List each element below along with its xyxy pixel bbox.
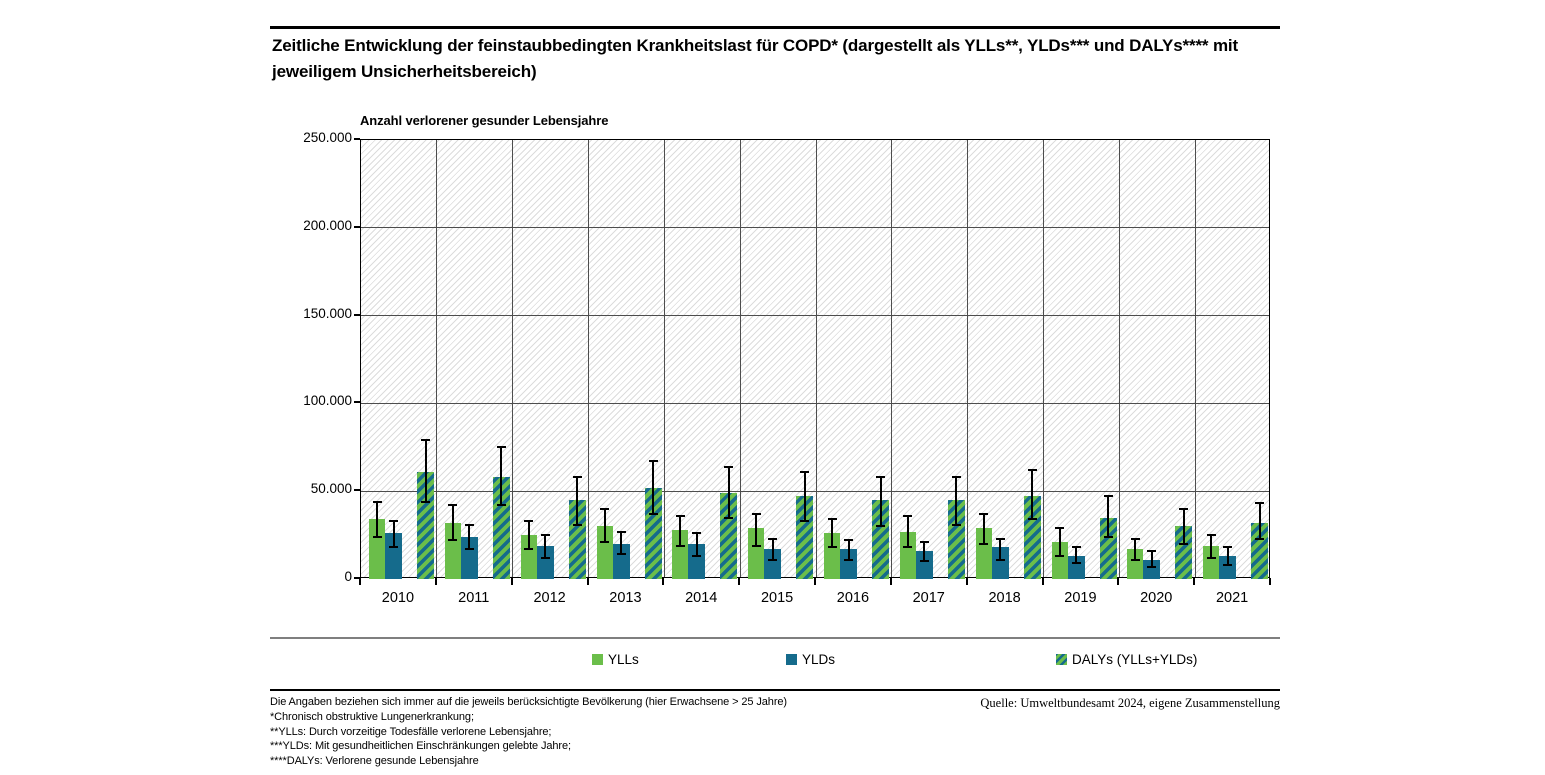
error-bar-stem [880,477,882,526]
x-tick-mark [359,578,361,585]
footnotes [270,695,1010,769]
error-bar-cap-bottom [828,546,837,548]
error-bar-cap-bottom [676,545,685,547]
error-bar-stem [1183,509,1185,544]
x-tick-mark [1117,578,1119,585]
error-bar-cap-top [692,532,701,534]
y-tick-label-0: 0 [344,569,352,584]
error-bar-cap-top [649,460,658,462]
y-tick-label-150.000: 150.000 [303,305,352,321]
gridline-vertical-9 [1043,140,1044,577]
error-bar-cap-bottom [876,525,885,527]
error-bar-stem [1134,539,1136,560]
error-bar-cap-bottom [1147,566,1156,568]
error-bar-stem [1107,496,1109,536]
striped-square-icon [1056,654,1067,665]
legend-item-ylds [786,652,835,667]
error-bar-cap-bottom [979,543,988,545]
error-bar-cap-top [903,515,912,517]
error-bar-cap-bottom [1104,536,1113,538]
gridline-vertical-3 [588,140,589,577]
x-tick-label-2021: 2021 [1215,590,1249,606]
error-bar-stem [1031,470,1033,519]
error-bar-cap-top [979,513,988,515]
green-square-icon [592,654,603,665]
error-bar-stem [772,539,774,560]
error-bar-stem [804,472,806,521]
error-bar-stem [425,440,427,501]
error-bar-stem [907,516,909,548]
error-bar-cap-top [389,520,398,522]
x-tick-label-2015: 2015 [760,590,794,606]
error-bar-cap-bottom [1255,538,1264,540]
error-bar-cap-top [844,539,853,541]
error-bar-stem [376,502,378,537]
error-bar-cap-top [600,508,609,510]
x-tick-mark [738,578,740,585]
error-bar-cap-bottom [800,520,809,522]
error-bar-cap-top [541,534,550,536]
x-tick-mark [1193,578,1195,585]
gridline-vertical-5 [740,140,741,577]
legend-item-ylls [592,652,639,667]
gridline-vertical-11 [1195,140,1196,577]
error-bar-stem [831,519,833,547]
y-tick-label-50.000: 50.000 [310,481,352,497]
error-bar-cap-top [1055,527,1064,529]
gridline-vertical-2 [512,140,513,577]
error-bar-cap-bottom [920,560,929,562]
x-tick-mark [587,578,589,585]
error-bar-cap-bottom [1028,518,1037,520]
error-bar-cap-bottom [844,559,853,561]
error-bar-cap-top [1147,550,1156,552]
error-bar-cap-bottom [752,545,761,547]
error-bar-cap-top [876,476,885,478]
y-tick-label-100.000: 100.000 [303,393,352,409]
error-bar-cap-top [1072,546,1081,548]
x-tick-mark [662,578,664,585]
error-bar-stem [528,521,530,549]
error-bar-cap-top [524,520,533,522]
error-bar-cap-bottom [996,559,1005,561]
error-bar-cap-top [1255,502,1264,504]
error-bar-cap-top [828,518,837,520]
error-bar-cap-top [373,501,382,503]
error-bar-cap-bottom [1055,555,1064,557]
gridline-vertical-1 [436,140,437,577]
top-divider [270,26,1280,29]
error-bar-cap-bottom [448,539,457,541]
error-bar-cap-top [1179,508,1188,510]
error-bar-cap-top [1131,538,1140,540]
error-bar-cap-top [1104,495,1113,497]
error-bar-cap-top [768,538,777,540]
footnote-line: *Chronisch obstruktive Lungenerkrankung; [270,710,474,723]
x-tick-label-2013: 2013 [609,590,642,606]
legend-label: YLLs [608,652,639,667]
x-tick-label-2012: 2012 [533,590,566,606]
error-bar-stem [728,467,730,518]
error-bar-cap-top [1207,534,1216,536]
error-bar-cap-top [996,538,1005,540]
x-tick-mark [814,578,816,585]
x-tick-mark [890,578,892,585]
x-tick-mark [1269,578,1271,585]
error-bar-cap-bottom [768,559,777,561]
error-bar-stem [1227,547,1229,565]
error-bar-cap-top [724,466,733,468]
error-bar-cap-top [573,476,582,478]
error-bar-cap-top [448,504,457,506]
x-tick-label-2017: 2017 [912,590,945,606]
error-bar-cap-top [1028,469,1037,471]
error-bar-stem [1210,535,1212,558]
error-bar-stem [848,540,850,559]
x-tick-label-2010: 2010 [381,590,415,606]
x-tick-mark [511,578,513,585]
error-bar-stem [679,516,681,546]
error-bar-stem [1059,528,1061,556]
error-bar-stem [620,532,622,555]
error-bar-cap-top [676,515,685,517]
error-bar-stem [604,509,606,542]
error-bar-cap-bottom [649,513,658,515]
x-tick-label-2011: 2011 [458,590,490,606]
error-bar-cap-top [421,439,430,441]
gridline-vertical-4 [664,140,665,577]
error-bar-stem [1075,547,1077,563]
y-tick-mark [354,226,360,228]
error-bar-cap-bottom [465,548,474,550]
error-bar-cap-bottom [1072,562,1081,564]
gridline-vertical-7 [891,140,892,577]
x-tick-mark [966,578,968,585]
y-tick-mark [354,401,360,403]
legend-item-dalys-ylls-ylds- [1056,652,1197,667]
legend-top-divider [270,637,1280,639]
error-bar-stem [696,533,698,556]
error-bar-cap-top [1223,546,1232,548]
chart-title: Zeitliche Entwicklung der feinstaubbedingten Krankheitslast für COPD* (dargestellt als YLLs**, YLDs*** und DALYs**** mit jeweiligem Unsicherheitsbereich) [272,36,1239,81]
error-bar-cap-bottom [617,553,626,555]
x-tick-label-2020: 2020 [1140,590,1173,606]
error-bar-stem [500,447,502,505]
gridline-vertical-10 [1119,140,1120,577]
blue-square-icon [786,654,797,665]
y-tick-label-250.000: 250.000 [303,130,352,145]
x-tick-label-2018: 2018 [988,590,1021,606]
x-tick-label-2019: 2019 [1064,590,1097,606]
error-bar-cap-bottom [524,548,533,550]
footnote-divider [270,689,1280,691]
error-bar-cap-top [752,513,761,515]
error-bar-cap-bottom [600,541,609,543]
error-bar-cap-bottom [541,557,550,559]
footnote-line: ***YLDs: Mit gesundheitlichen Einschränkungen gelebte Jahre; [270,740,571,753]
x-tick-label-2016: 2016 [836,590,870,606]
error-bar-stem [1151,551,1153,567]
error-bar-cap-top [617,531,626,533]
error-bar-cap-bottom [724,517,733,519]
x-tick-label-2014: 2014 [685,590,718,606]
error-bar-stem [393,521,395,547]
error-bar-cap-bottom [1207,557,1216,559]
error-bar-cap-bottom [573,524,582,526]
y-tick-label-200.000: 200.000 [303,217,352,233]
error-bar-stem [1259,503,1261,538]
source-label: Quelle: Umweltbundesamt 2024, eigene Zusammenstellung [980,696,1280,710]
error-bar-stem [955,477,957,524]
error-bar-cap-bottom [497,504,506,506]
footnote-line: ****DALYs: Verlorene gesunde Lebensjahre [270,755,479,768]
x-tick-mark [1042,578,1044,585]
error-bar-cap-top [952,476,961,478]
error-bar-cap-bottom [1131,559,1140,561]
error-bar-cap-bottom [421,501,430,503]
legend-label: DALYs (YLLs+YLDs) [1072,652,1198,667]
error-bar-cap-bottom [1179,543,1188,545]
error-bar-stem [923,542,925,561]
error-bar-cap-top [800,471,809,473]
gridline-vertical-6 [816,140,817,577]
error-bar-stem [576,477,578,524]
error-bar-cap-bottom [692,555,701,557]
error-bar-stem [999,539,1001,560]
y-tick-mark [354,489,360,491]
y-axis-title: Anzahl verlorener gesunder Lebensjahre [360,113,609,128]
error-bar-stem [652,461,654,514]
error-bar-stem [452,505,454,540]
error-bar-cap-bottom [952,524,961,526]
legend-label: YLDs [802,652,836,667]
error-bar-cap-bottom [389,546,398,548]
error-bar-stem [468,525,470,550]
error-bar-cap-top [497,446,506,448]
footnote-line: **YLLs: Durch vorzeitige Todesfälle verlorene Lebensjahre; [270,725,552,738]
error-bar-stem [544,535,546,558]
error-bar-cap-bottom [373,536,382,538]
plot-area [360,139,1270,578]
footnote-line: Die Angaben beziehen sich immer auf die jeweils berücksichtigte Bevölkerung (hier Erwachsene > 25 Jahre) [270,696,787,708]
error-bar-cap-bottom [1223,564,1232,566]
error-bar-cap-bottom [903,546,912,548]
error-bar-cap-top [465,524,474,526]
error-bar-stem [983,514,985,544]
error-bar-stem [755,514,757,546]
x-tick-mark [435,578,437,585]
y-tick-mark [354,138,360,140]
gridline-vertical-8 [967,140,968,577]
y-tick-mark [354,314,360,316]
error-bar-cap-top [920,541,929,543]
